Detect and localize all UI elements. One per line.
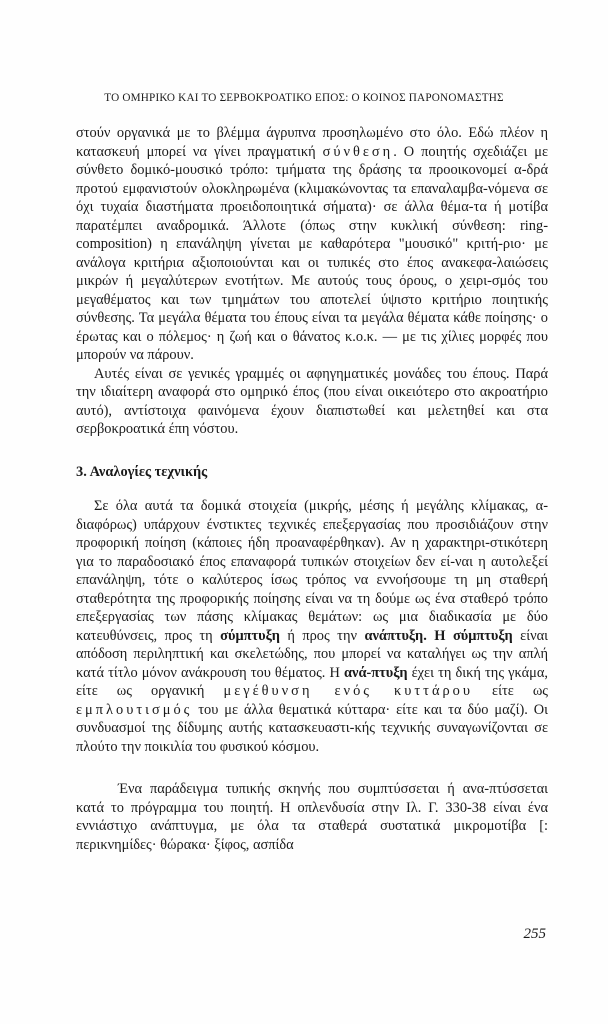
spaced-emphasis: μεγέθυνση ενός κυττάρου <box>223 683 473 699</box>
paragraph-2: Αυτές είναι σε γενικές γραμμές οι αφηγηματικές μονάδες του έπους. Παρά την ιδιαίτερη αναφορά στο ομηρικό έπος (που είναι οικειότερο στο ακροατήριο αυτό), αντίστοιχα φαινόμενα έχουν διαπιστωθεί και μελετηθεί και στα σερβοκροατικά έπη νόστου. <box>76 365 548 437</box>
spaced-emphasis: σύνθεση <box>322 143 394 160</box>
section-heading: 3. Αναλογίες τεχνικής <box>76 463 208 480</box>
text-run: στούν οργανικά με το βλέμμα άγρυπνα προσηλωμένο στο όλο. Εδώ πλέον η κατασκευή μπορεί να γίνει πραγματική <box>76 125 548 160</box>
text-run: είτε ως <box>473 683 549 699</box>
text-run: έχει τη δική της γκάμα, είτε ως οργανική <box>76 664 548 699</box>
bold-term: ανά-πτυξη <box>343 664 408 681</box>
text-run: του με άλλα θεματικά κύτταρα· είτε και τα δύο μαζί). Οι συνδυασμοί της δίδυμης αυτής κατασκευαστι-κής τεχνικής συναγωνίζονται σε πλούτο την ποικιλία του φυσικού κόσμου. <box>76 701 548 755</box>
running-header: ΤΟ ΟΜΗΡΙΚΟ ΚΑΙ ΤΟ ΣΕΡΒΟΚΡΟΑΤΙΚΟ ΕΠΟΣ: Ο ΚΟΙΝΟΣ ΠΑΡΟΝΟΜΑΣΤΗΣ <box>104 92 504 104</box>
paragraph-3 <box>76 497 548 756</box>
paragraph-4: Ένα παράδειγμα τυπικής σκηνής που συμπτύσσεται ή ανα-πτύσσεται κατά το πρόγραμμα του ποιητή. Η οπλενδυσία στην Ιλ. Γ. 330-38 είναι ένα εννιάστιχο ανάπτυγμα, με όλα τα σταθερά συστατικά μικρομοτίβα [: περικνημίδες· θώρακα· ξίφος, ασπίδα <box>76 781 548 853</box>
body-text <box>76 124 548 854</box>
bold-term: Η σύμπτυξη <box>434 627 513 644</box>
paragraph-1 <box>76 124 548 365</box>
bold-term: σύμπτυξη <box>220 627 280 644</box>
text-run: Σε όλα αυτά τα δομικά στοιχεία (μικρής, μέσης ή μεγάλης κλίμακας, α-διαφόρως) υπάρχουν ένστικτες τεχνικές επεξεργασίας που προσιδιάζουν στην προφορική ποίηση (κάποιες ήδη προαναφέρθηκαν). Αν η χαρακτηρι-στικότερη για το παραδοσιακό έπος επαναφορά τυπικών στοιχείων δεν εί-ναι η αυτολεξεί επανάληψη, τότε ο καλύτερος ίσως τρόπος να εννοήσουμε τη μη σταθερή σταθερότητα της προφορικής ποίησης είναι να τη δούμε ως ένα σταθερό τρόπο επεξεργασίας των πάσης κλίμακας θεμάτων: ως μια διαδικασία με δύο κατευθύνσεις, προς τη <box>76 498 548 644</box>
spaced-emphasis: εμπλουτισμός <box>76 701 193 718</box>
text-run: . Ο ποιητής σχεδιάζει με σύνθετο δομικό-μουσικό τρόπο: τμήματα της δράσης τα προοικονομεί α-δρά προτού εμφανιστούν ολοκληρωμένα (κλιμακώνοντας τα επαναλαμβα-νόμενα σε όχι τυχαία διαστήματα προειδοποιητικά σήματα)· σε άλλα θέμα-τα ή μοτίβα παρατέμπει αναδρομικά. Άλλοτε (όπως στην κυκλική σύνθεση: ring- composition) η επανάληψη γίνεται με καθαρότερα "μουσικό" κριτή-ριο· με ανάλογα κριτήρια αξιοποιούνται και οι τυπικές στο έπος ανακεφα-λαιώσεις μικρών ή μεγαλύτερων ενοτήτων. Με αυτούς τους όρους, ο χειρι-σμός του μεγαθέματος και των τμημάτων του αποτελεί ύψιστο κριτήριο ποιητικής σύνθεσης. Τα μεγάλα θέματα του έπους είναι τα μεγάλα θέματα κάθε ποίησης· ο έρωτας και ο πόλεμος· η ζωή και ο θάνατος κ.ο.κ. — με τις χίλιες μορφές που μπορούν να πάρουν. <box>76 143 548 363</box>
bold-term: ανάπτυξη. <box>364 627 427 644</box>
text-run: είναι απόδοση περιληπτική και σκελετώδης, που μπορεί να καταλήγει ως την απλή κατά τίτλο μόνον ανάκρουση του θέματος. Η <box>76 627 548 681</box>
page-number: 255 <box>523 926 546 942</box>
text-run: ή προς την <box>279 627 365 644</box>
paragraph-gap <box>76 756 548 780</box>
